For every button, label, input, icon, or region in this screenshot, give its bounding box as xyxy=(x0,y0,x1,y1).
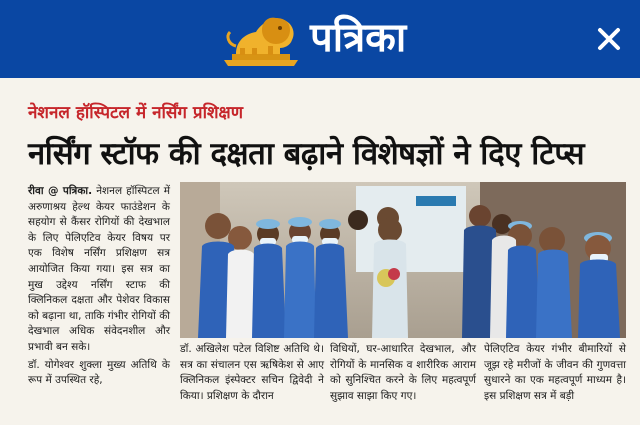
article-kicker: नेशनल हॉस्पिटल में नर्सिंग प्रशिक्षण xyxy=(28,103,244,123)
article-column-4: पेलिएटिव केयर गंभीर बीमारियों से जूझ रहे मरीजों के जीवन की गुणवत्ता सुधारने का एक महत्वपूर्ण माध्यम है। इस प्रशिक्षण सत्र में बड़ी xyxy=(484,343,626,402)
article-paragraph-1: नेशनल हॉस्पिटल में अरुणाश्रय हेल्थ केयर फाउंडेशन के सहयोग से कैंसर रोगियों की देखभाल के लिए पेलिएटिव केयर विषय पर एक विशेष नर्सिंग प्रशिक्षण सत्र आयोजित किया गया। इस सत्र का मुख उद्देश्य नर्सिंग स्टाफ की क्लिनिकल दक्षता और पेशेवर विकास को बढ़ाना था, ताकि गंभीर रोगियों की देखभाल अधिक संवेदनशील और प्रभावी बन सके। xyxy=(28,185,170,353)
brand-logo[interactable] xyxy=(218,10,448,70)
article-column-1 xyxy=(28,184,170,391)
article-column-2: डॉ. अखिलेश पटेल विशिष्ट अतिथि थे। सत्र का संचालन एस ऋषिकेश से आए क्लिनिकल इंस्पेक्टर सचिन द्विवेदी ने किया। प्रशिक्षण के दौरान xyxy=(180,343,324,402)
article-dateline: रीवा @ पत्रिका. xyxy=(28,185,93,197)
close-icon xyxy=(592,22,626,56)
close-button[interactable] xyxy=(592,22,626,56)
top-bar xyxy=(0,0,640,78)
group-photo xyxy=(180,182,626,338)
article-column-3: विधियों, घर-आधारित देखभाल, और रोगियों के मानसिक व शारीरिक आराम को सुनिश्चित करने के लिए महत्वपूर्ण सुझाव साझा किए गए। xyxy=(330,343,476,402)
article-headline: नर्सिंग स्टॉफ की दक्षता बढ़ाने विशेषज्ञों ने दिए टिप्स xyxy=(28,136,585,172)
group-photo-illustration xyxy=(180,182,626,338)
article-paragraph-2: डॉ. योगेश्वर शुक्ला मुख्य अतिथि के रूप में उपस्थित रहे, xyxy=(28,358,170,387)
lion-logo-icon xyxy=(218,10,304,68)
brand-name: पत्रिका xyxy=(310,15,407,61)
news-clipping xyxy=(0,78,640,425)
